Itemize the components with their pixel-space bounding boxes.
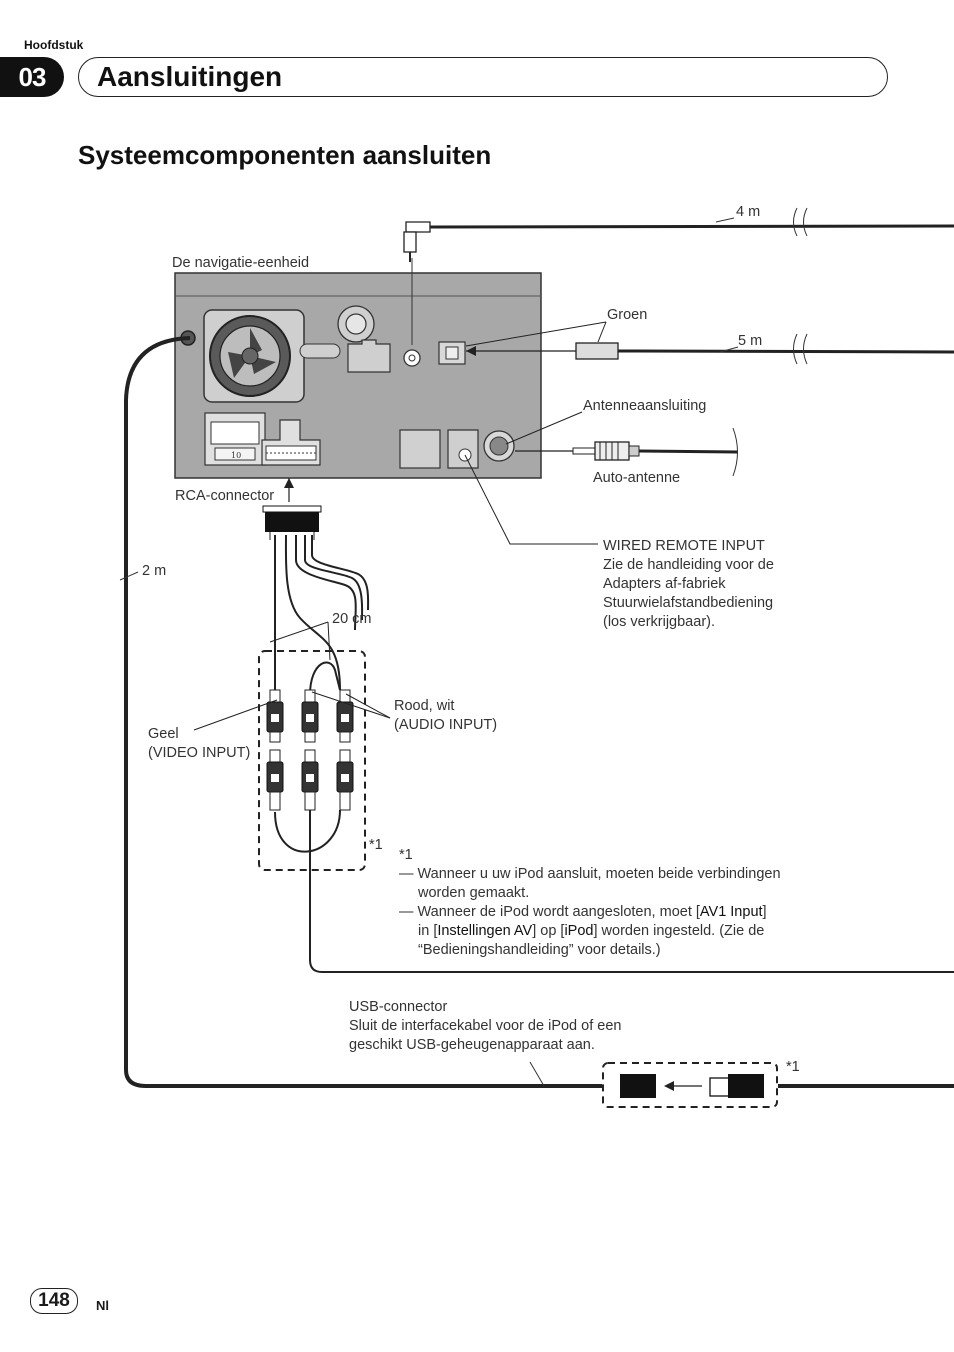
chapter-title: Aansluitingen — [97, 61, 283, 92]
footnote-line: “Bedieningshandleiding” voor details.) — [418, 942, 661, 958]
antenna-connection-label: Antenneaansluiting — [583, 398, 707, 414]
footnote-text: — Wanneer de iPod wordt aangesloten, moet [ — [399, 904, 700, 920]
footnote-text: ] — [762, 904, 767, 920]
remote-line: Zie de handleiding voor de — [603, 557, 774, 573]
cable-20cm-label: 20 cm — [332, 611, 372, 627]
footnote-line — [399, 922, 781, 941]
remote-line: (los verkrijgbaar). — [603, 614, 715, 630]
footnote-text: in [ — [418, 923, 438, 939]
cable-2m-label: 2 m — [142, 563, 167, 579]
unit-label: De navigatie-eenheid — [172, 255, 310, 271]
remote-line: Adapters af-fabriek — [603, 576, 726, 592]
footnote-text: ] worden ingesteld. (Zie de — [593, 923, 765, 939]
audio-line: (AUDIO INPUT) — [394, 717, 498, 733]
note-ref-usb: *1 — [786, 1059, 800, 1075]
video-input-label — [148, 725, 250, 763]
car-antenna-label: Auto-antenne — [593, 470, 681, 486]
usb-line: geschikt USB-geheugenapparaat aan. — [349, 1037, 595, 1053]
chapter-number: 03 — [0, 57, 64, 97]
language-code: Nl — [96, 1298, 109, 1313]
note-ref-rca: *1 — [369, 837, 383, 853]
footnote-line: — Wanneer u uw iPod aansluit, moeten beide verbindingen — [399, 866, 781, 882]
groen-label: Groen — [607, 307, 648, 323]
video-line: Geel — [148, 726, 179, 742]
cable-5m-label: 5 m — [738, 333, 763, 349]
chapter-label: Hoofdstuk — [24, 38, 84, 52]
remote-line: WIRED REMOTE INPUT — [603, 538, 765, 554]
audio-input-label — [394, 697, 497, 735]
section-title: Systeemcomponenten aansluiten — [78, 140, 492, 170]
usb-line: Sluit de interfacekabel voor de iPod of een — [349, 1018, 622, 1034]
connector-pin-label: 10 — [231, 451, 242, 460]
main-connector — [205, 413, 265, 465]
page-number: 148 — [30, 1288, 78, 1314]
remote-line: Stuurwielafstandbediening — [603, 595, 774, 611]
footnote-menu-item: AV1 Input — [699, 904, 763, 920]
wired-remote-input-block — [603, 537, 774, 632]
footnote-marker: *1 — [399, 847, 413, 863]
usb-connector-block — [349, 998, 621, 1055]
audio-line: Rood, wit — [394, 698, 455, 714]
rca-plugs — [267, 690, 353, 810]
footnote-menu-item: iPod — [564, 923, 594, 939]
rca-connector-label: RCA-connector — [175, 488, 275, 504]
usb-line: USB-connector — [349, 999, 448, 1015]
cable-4m-label: 4 m — [736, 204, 761, 220]
footnote-menu-item: Instellingen AV — [437, 923, 533, 939]
navigation-unit — [175, 273, 541, 478]
usb-connector-pair — [603, 1063, 777, 1107]
video-line: (VIDEO INPUT) — [148, 745, 251, 761]
cooling-fan — [204, 310, 304, 402]
footnote-line: worden gemaakt. — [418, 885, 530, 901]
footnote-block — [399, 846, 781, 960]
footnote-text: ] op [ — [532, 923, 565, 939]
footnote-line — [399, 903, 781, 922]
